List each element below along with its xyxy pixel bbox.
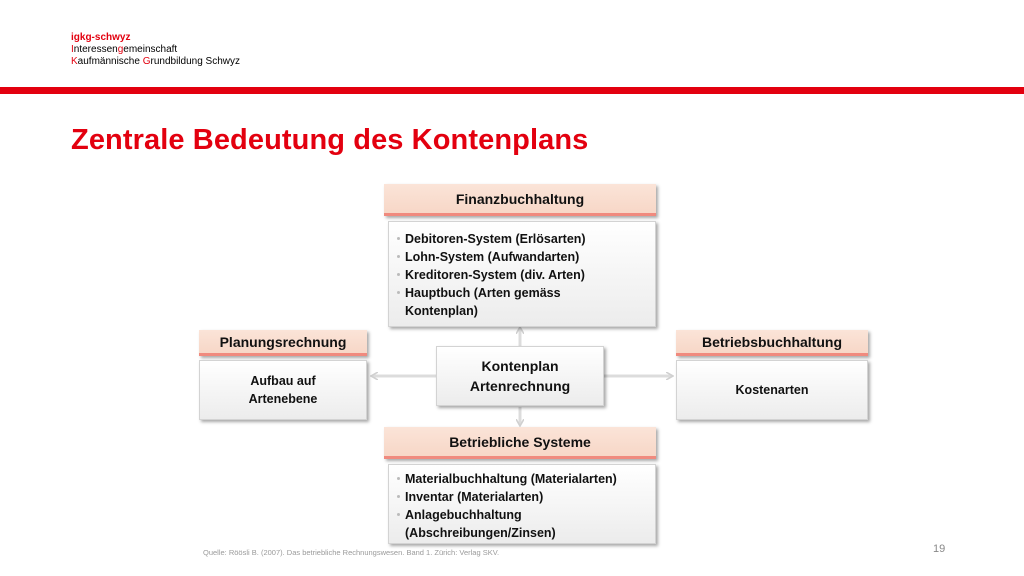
list-item: Anlagebuchhaltung — [397, 506, 645, 524]
org-text: rundbildung Schwyz — [150, 56, 240, 67]
source-citation: Quelle: Röösli B. (2007). Das betriebliche Rechnungswesen. Band 1. Zürich: Verlag SKV. — [203, 548, 500, 557]
list-item: (Abschreibungen/Zinsen) — [405, 526, 556, 540]
org-text: emeinschaft — [123, 44, 178, 55]
org-text: nteressen — [73, 44, 118, 55]
slide-title: Zentrale Bedeutung des Kontenplans — [71, 124, 589, 156]
list-item: Materialbuchhaltung (Materialarten) — [397, 470, 645, 488]
organization-name: igkg-schwyz — [71, 32, 131, 43]
kostenarten-text: Kostenarten — [735, 383, 809, 397]
list-item: Kontenplan) — [405, 304, 478, 318]
betriebsbuchhaltung-box — [676, 360, 868, 420]
finanzbuchhaltung-header: Finanzbuchhaltung — [384, 184, 656, 216]
betriebsbuchhaltung-header: Betriebsbuchhaltung — [676, 330, 868, 356]
org-text: aufmännische — [77, 56, 143, 67]
betriebliche-systeme-header: Betriebliche Systeme — [384, 427, 656, 459]
org-initial: K — [71, 56, 78, 67]
planungsrechnung-box — [199, 360, 367, 420]
betriebliche-systeme-box — [388, 464, 656, 544]
list-item: Inventar (Materialarten) — [397, 488, 645, 506]
planungsrechnung-text: Artenebene — [248, 392, 318, 406]
list-item: Hauptbuch (Arten gemäss — [397, 284, 645, 302]
kontenplan-box — [436, 346, 604, 406]
org-initial: g — [117, 44, 124, 55]
list-item: Lohn-System (Aufwandarten) — [397, 248, 645, 266]
list-item: Kreditoren-System (div. Arten) — [397, 266, 645, 284]
kontenplan-text: Kontenplan — [481, 358, 559, 374]
org-initial: G — [142, 56, 151, 67]
page-number: 19 — [933, 543, 946, 555]
list-item: Debitoren-System (Erlösarten) — [397, 230, 645, 248]
org-initial: I — [71, 44, 74, 55]
artenrechnung-text: Artenrechnung — [469, 378, 571, 394]
planungsrechnung-text: Aufbau auf — [250, 374, 316, 388]
finanzbuchhaltung-box — [388, 221, 656, 327]
planungsrechnung-header: Planungsrechnung — [199, 330, 367, 356]
